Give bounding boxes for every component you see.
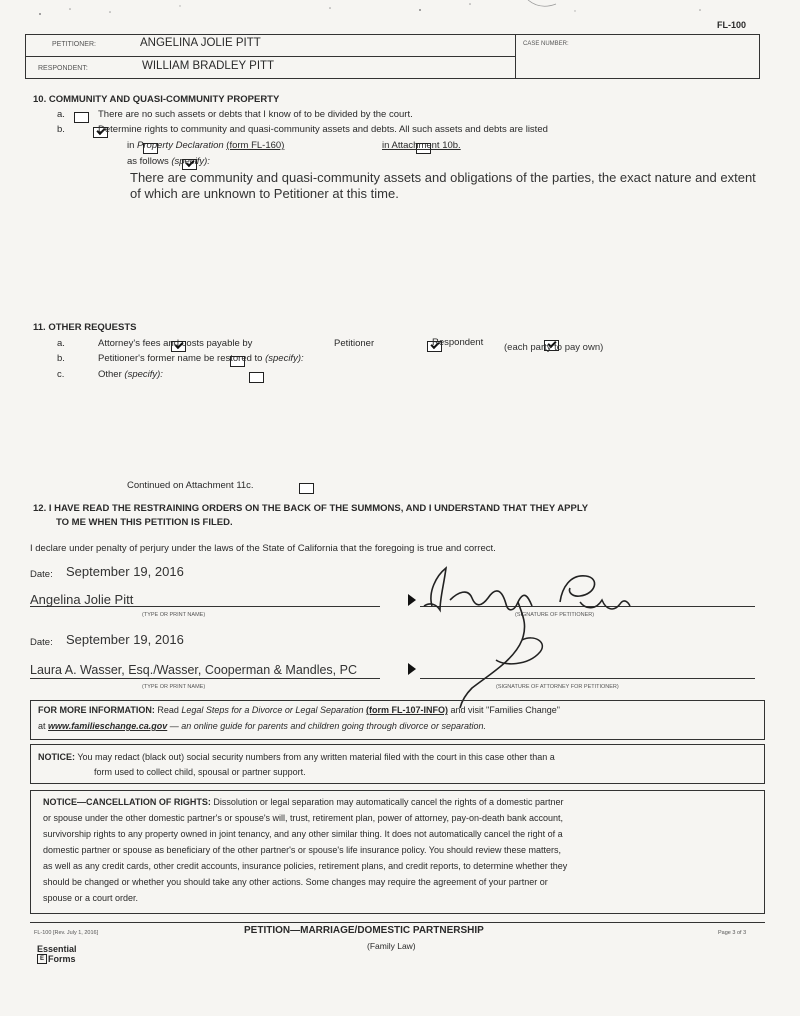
respondent-label: RESPONDENT: xyxy=(38,65,88,72)
section11-title: 11. OTHER REQUESTS xyxy=(33,322,137,333)
families-change-link[interactable]: www.familieschange.ca.gov xyxy=(48,721,168,731)
footer-title: PETITION—MARRIAGE/DOMESTIC PARTNERSHIP xyxy=(244,925,484,936)
respondent-option: Respondent xyxy=(432,337,484,348)
date-attorney: September 19, 2016 xyxy=(66,632,184,647)
section10-b-text: Determine rights to community and quasi-community assets and debts. All such assets and debts are listed xyxy=(98,124,548,135)
petitioner-name: ANGELINA JOLIE PITT xyxy=(140,37,261,49)
more-info-line2: at www.familieschange.ca.gov — an online guide for parents and children going through divorce or separation. xyxy=(38,721,486,731)
section10-a-text: There are no such assets or debts that I know of to be divided by the court. xyxy=(98,109,413,120)
date-petitioner: September 19, 2016 xyxy=(66,564,184,579)
petitioner-printed-name: Angelina Jolie Pitt xyxy=(30,592,134,607)
footer-subtitle: (Family Law) xyxy=(367,941,416,951)
case-number-label: CASE NUMBER: xyxy=(523,41,569,47)
attorney-printed-name: Laura A. Wasser, Esq./Wasser, Cooperman & Mandles, PC xyxy=(30,663,357,677)
notice-redact-line2: form used to collect child, spousal or partner support. xyxy=(94,767,306,777)
petitioner-signature xyxy=(410,562,650,712)
petitioner-option: Petitioner xyxy=(334,338,375,349)
revision-text: FL-100 [Rev. July 1, 2016] xyxy=(34,930,99,936)
checkbox-11c[interactable] xyxy=(249,372,264,383)
property-statement-line2: of which are unknown to Petitioner at this time. xyxy=(130,186,399,201)
as-follows-option: as follows (specify): xyxy=(127,156,210,167)
scan-noise xyxy=(0,0,800,30)
continued-attachment-text: Continued on Attachment 11c. xyxy=(127,480,254,491)
property-declaration-option: in Property Declaration (form FL-160) xyxy=(127,140,285,151)
each-party-note: (each party to pay own) xyxy=(504,342,604,353)
form-id: FL-100 xyxy=(717,20,747,30)
other-request-text: Other (specify): xyxy=(98,369,163,380)
notice-redact-line1: NOTICE: You may redact (black out) social security numbers from any written material filed with the court in this case other than a xyxy=(38,752,555,762)
petitioner-label: PETITIONER: xyxy=(52,41,96,48)
declaration-text: I declare under penalty of perjury under the laws of the State of California that the foregoing is true and correct. xyxy=(30,543,496,554)
section10-title: 10. COMMUNITY AND QUASI-COMMUNITY PROPERTY xyxy=(33,94,280,105)
page-number: Page 3 of 3 xyxy=(718,930,747,936)
form-page: FL-100 PETITIONER: ANGELINA JOLIE PITT RESPONDENT: WILLIAM BRADLEY PITT CASE NUMBER: 10. COMMUNITY AND QUASI-COMMUNITY PROPERTY a. There are no such assets or debts that I know of to be divided by the court. b. Determine rights to community and quasi-community assets and debts. All such assets and debts are listed in Property Declaration (form FL-160) in Attachment 10b. as follows (specify): There are community and quasi-community assets and obligations of the parties, the exact nature and extent of which are unknown to Petitioner at this time. 11. OTHER REQUESTS a. Attorney's fees and costs payable by Petitioner Respondent (each party to pay own) b. Petitioner's former name be restored to (specify): c. Other (specify): Continued on Attachment 11c. 12. I HAVE READ THE RESTRAINING ORDERS ON THE BACK OF THE SUMMONS, AND I UNDERSTAND THAT THEY APPLY TO ME WHEN THIS PETITION IS FILED. I declare under penalty of perjury under the laws of the State of California that the foregoing is true and correct. Date: September 19, 2016 Angelina Jolie Pitt (TYPE OR PRINT NAME) (SIGNATURE OF PETITIONER) Date: September 19, 2016 Laura A. Wasser, Esq./Wasser, Cooperman & Mandles, PC (TYPE OR PRINT NAME) (SIGNATURE OF ATTORNEY FOR PETITIONER) FOR MORE INFORMATION: Read Legal Steps for a Divorce or Legal Separation (form FL-107-INFO) and visit "Families Change" at www.familieschange.ca.gov — an online guide for parents and children going through divorce or separation. NOTICE: You may redact (black out) social security numbers from any written material filed with the court in this case other than a form used to collect child, spousal or partner support. NOTICE—CANCELLATION OF RIGHTS: Dissolution or legal separation may automatically cancel the rights of a domestic partner or spouse under the other domestic partner's or spouse's will, trust, retirement plan, power of attorney, pay-on-death bank account, survivorship rights to any property owned in joint tenancy, and any other similar thing. It does not automatically cancel the right of a domestic partner or spouse as beneficiary of the other partner's or spouse's life insurance policy. You should review these matters, as well as any credit cards, other credit accounts, insurance policies, retirement plans, and credit reports, to determine whether they should be changed or whether you should take any other actions. Some changes may require the agreement of your partner or spouse or a court order. FL-100 [Rev. July 1, 2016] PETITION—MARRIAGE/DOMESTIC PARTNERSHIP (Family Law) Page 3 of 3 Essential E Forms xyxy=(0,0,800,1016)
section12-line2: TO ME WHEN THIS PETITION IS FILED. xyxy=(56,517,233,528)
section12-line1: 12. I HAVE READ THE RESTRAINING ORDERS ON THE BACK OF THE SUMMONS, AND I UNDERSTAND THAT THEY APPLY xyxy=(33,503,589,514)
more-info-line1: FOR MORE INFORMATION: Read Legal Steps for a Divorce or Legal Separation (form FL-107-INFO) and visit "Families Change" xyxy=(38,705,560,715)
attachment-10b-option: in Attachment 10b. xyxy=(382,140,461,151)
property-statement-line1: There are community and quasi-community assets and obligations of the parties, the exact nature and extent xyxy=(130,170,756,185)
checkbox-10a[interactable] xyxy=(74,112,89,123)
essential-forms-logo: Essential E Forms xyxy=(37,944,77,964)
former-name-text: Petitioner's former name be restored to (specify): xyxy=(98,353,304,364)
notice-cancel-line1: NOTICE—CANCELLATION OF RIGHTS: Dissolution or legal separation may automatically cancel the rights of a domestic partner xyxy=(43,797,564,807)
respondent-name: WILLIAM BRADLEY PITT xyxy=(142,60,275,72)
checkbox-continued-11c[interactable] xyxy=(299,483,314,494)
notice-redact-box xyxy=(30,744,765,784)
attorney-fees-text: Attorney's fees and costs payable by xyxy=(98,338,253,349)
